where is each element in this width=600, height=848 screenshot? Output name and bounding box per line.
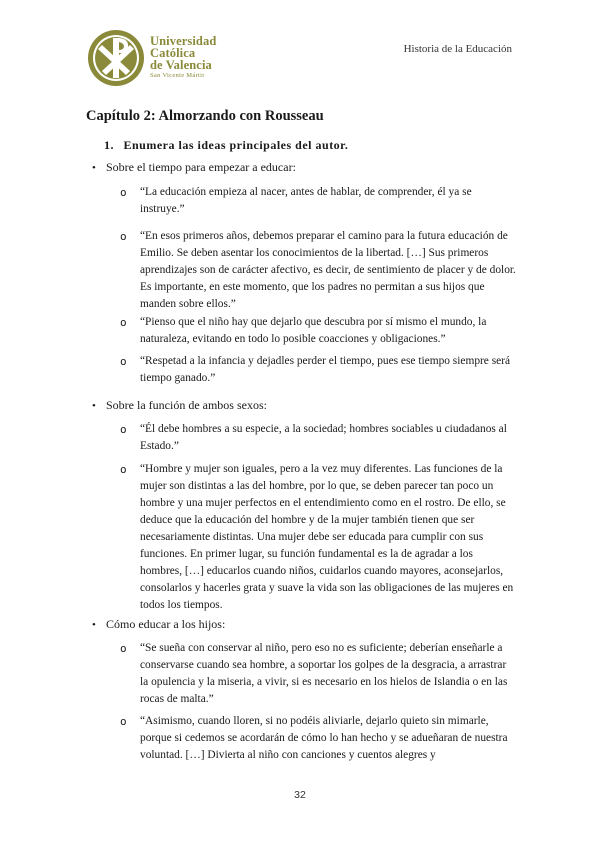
question-text: Enumera las ideas principales del autor. bbox=[123, 138, 349, 152]
logo-line-4: San Vicente Mártir bbox=[150, 72, 205, 79]
logo-line-2: Católica bbox=[150, 46, 196, 60]
running-header: Historia de la Educación bbox=[403, 43, 512, 55]
question-number: 1. bbox=[104, 138, 114, 152]
bullet-icon: • bbox=[92, 400, 96, 412]
quote-text: “En esos primeros años, debemos preparar el camino para la futura educación de Emilio. Se deben asentar los conocimientos de la libertad. […] Sus primeros aprendizajes son de carácter afectivo, es decir, de sentimiento de placer y de dolor. Es importante, en este momento, que los padres no permitan a sus hijos que manden sobre ellos.” bbox=[140, 230, 516, 310]
quote-text: “Respetad a la infancia y dejadles perder el tiempo, pues ese tiempo siempre será tiempo ganado.” bbox=[140, 355, 511, 384]
section-title-text: Sobre el tiempo para empezar a educar: bbox=[106, 160, 296, 174]
list-item bbox=[120, 184, 516, 218]
sub-bullet-icon: o bbox=[120, 316, 127, 329]
list-item bbox=[120, 314, 516, 348]
quote-text: “Hombre y mujer son iguales, pero a la vez muy diferentes. Las funciones de la mujer son distintas a las del hombre, por lo que, se deben parecer tan poco un hombre y una mujer perfectos en el entendimiento como en el rostro. De ello, se deduce que la educación del hombre y de la mujer también tienen que ser necesariamente distintas. Una mujer debe ser educada para cumplir con sus funciones. En primer lugar, su función fundamental es la de agradar a los hombres, […] educarlos cuando niños, cuidarlos cuando mayores, aconsejarlos, consolarlos y hacerles grata y suave la vida son las obligaciones de las mujeres en todos los tiempos. bbox=[140, 463, 514, 611]
sub-bullet-icon: o bbox=[120, 186, 127, 199]
question-heading bbox=[104, 138, 348, 153]
page-number: 32 bbox=[294, 789, 306, 801]
quote-text: “Se sueña con conservar al niño, pero eso no es suficiente; deberían enseñarle a conservarse cuando sea hombre, a soportar los golpes de la desgracia, a arrastrar la opulencia y la miseria, a vivir, si es necesario en los hielos de Islandia o en las rocas de malta.” bbox=[140, 642, 508, 705]
quote-text: “La educación empieza al nacer, antes de hablar, de comprender, él ya se instruye.” bbox=[140, 186, 472, 215]
sub-bullet-icon: o bbox=[120, 355, 127, 368]
section-title-hijos bbox=[92, 617, 225, 632]
list-item bbox=[120, 228, 516, 313]
list-item bbox=[120, 461, 516, 614]
logo-wordmark bbox=[150, 35, 216, 80]
list-item bbox=[120, 421, 516, 455]
list-item bbox=[120, 713, 516, 764]
sub-bullet-icon: o bbox=[120, 715, 127, 728]
chapter-title: Capítulo 2: Almorzando con Rousseau bbox=[86, 108, 324, 124]
bullet-icon: • bbox=[92, 162, 96, 174]
sub-bullet-icon: o bbox=[120, 463, 127, 476]
quote-text: “Pienso que el niño hay que dejarlo que descubra por sí mismo el mundo, la naturaleza, evitando en todo lo posible coacciones y obligaciones.” bbox=[140, 316, 487, 345]
sub-bullet-icon: o bbox=[120, 642, 127, 655]
section-title-tiempo bbox=[92, 160, 296, 175]
university-seal-icon bbox=[86, 28, 146, 88]
sub-bullet-icon: o bbox=[120, 230, 127, 243]
logo-line-1: Universidad bbox=[150, 34, 217, 48]
quote-text: “Él debe hombres a su especie, a la sociedad; hombres sociables u ciudadanos al Estado.” bbox=[140, 423, 507, 452]
university-logo bbox=[86, 28, 236, 92]
logo-line-3: de Valencia bbox=[150, 58, 212, 72]
bullet-icon: • bbox=[92, 619, 96, 631]
list-item bbox=[120, 640, 516, 708]
section-title-text: Sobre la función de ambos sexos: bbox=[106, 398, 267, 412]
section-title-sexos bbox=[92, 398, 267, 413]
section-title-text: Cómo educar a los hijos: bbox=[106, 617, 226, 631]
sub-bullet-icon: o bbox=[120, 423, 127, 436]
list-item bbox=[120, 353, 516, 387]
quote-text: “Asimismo, cuando lloren, si no podéis aliviarle, dejarlo quieto sin mimarle, porque si cedemos se acordarán de cómo lo han hecho y se adueñaran de nuestra voluntad. […] Divierta al niño con canciones y cuentos alegres y bbox=[140, 715, 508, 761]
